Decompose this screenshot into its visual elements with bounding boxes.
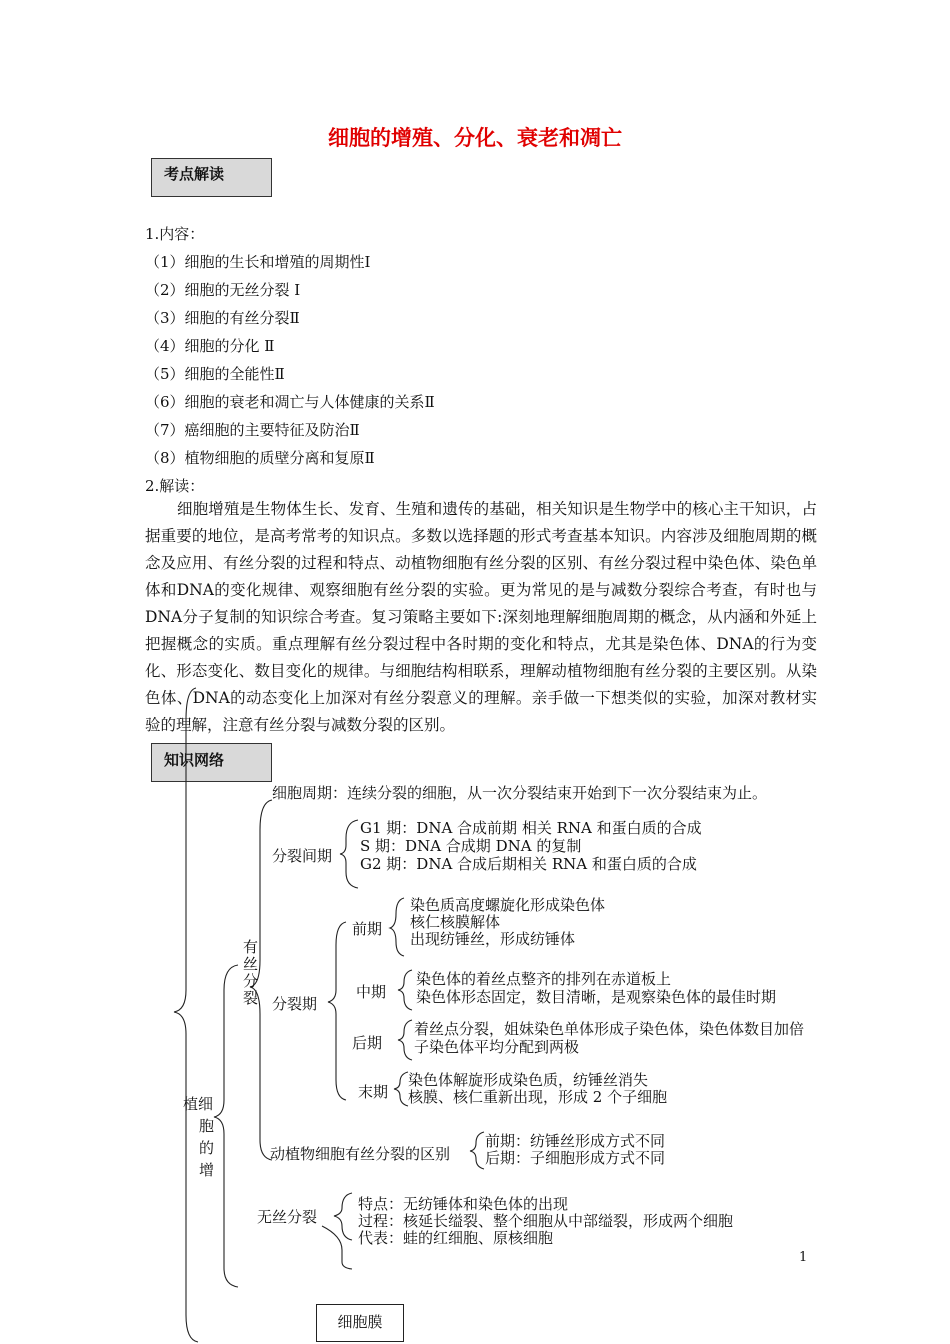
interpretation-paragraph: 细胞增殖是生物体生长、发育、生殖和遗传的基础，相关知识是生物学中的核心主干知识，占据重要的地位，是高考常考的知识点。多数以选择题的形式考查基本知识。内容涉及细胞周期的概念及应用、有丝分裂的过程和特点、动植物细胞有丝分裂的区别、有丝分裂过程中染色体、染色单体和DNA的变化规律、观察细胞有丝分裂的实验。更为常见的是与减数分裂综合考查，有时也与DNA分子复制的知识综合考查。复习策略主要如下:深刻地理解细胞周期的概念，从内涵和外延上把握概念的实质。重点理解有丝分裂过程中各时期的变化和特点，尤其是染色体、DNA的行为变化、形态变化、数目变化的规律。与细胞结构相联系，理解动植物细胞有丝分裂的主要区别。从染色体、DNA的动态变化上加深对有丝分裂意义的理解。亲手做一下想类似的实验，加深对教材实验的理解，注意有丝分裂与减数分裂的区别。 xyxy=(145,500,817,734)
proliferation-label-char: 胞 xyxy=(199,1117,215,1135)
proliferation-label-char: 植细 xyxy=(183,1095,214,1113)
anaphase-item: 着丝点分裂，姐妹染色单体形成子染色体，染色体数目加倍 xyxy=(414,1020,805,1038)
plant-animal-difference-label: 动植物细胞有丝分裂的区别 xyxy=(270,1145,451,1163)
interphase-item-g1: G1 期：DNA 合成前期 相关 RNA 和蛋白质的合成 xyxy=(360,819,702,837)
content-item: （6）细胞的衰老和凋亡与人体健康的关系Ⅱ xyxy=(145,393,435,411)
mitosis-label-char: 分 xyxy=(243,972,259,990)
cell-membrane-box: 细胞膜 xyxy=(316,1304,404,1342)
metaphase-item: 染色体的着丝点整齐的排列在赤道板上 xyxy=(416,970,672,988)
amitosis-item: 过程：核延长缢裂、整个细胞从中部缢裂，形成两个细胞 xyxy=(358,1212,734,1230)
content-heading: 1.内容： xyxy=(145,225,205,243)
content-item: （3）细胞的有丝分裂Ⅱ xyxy=(145,309,300,327)
content-item: （4）细胞的分化 Ⅱ xyxy=(145,337,275,355)
telophase-item: 染色体解旋形成染色质，纺锤丝消失 xyxy=(408,1071,649,1089)
amitosis-label: 无丝分裂 xyxy=(257,1208,318,1226)
section-header-knowledge-network: 知识网络 xyxy=(151,743,272,782)
content-item: （1）细胞的生长和增殖的周期性Ⅰ xyxy=(145,253,371,271)
telophase-item: 核膜、核仁重新出现，形成 2 个子细胞 xyxy=(408,1088,668,1106)
cell-cycle-definition: 细胞周期：连续分裂的细胞，从一次分裂结束开始到下一次分裂结束为止。 xyxy=(272,784,768,802)
interpretation-heading: 2.解读： xyxy=(145,477,205,495)
interphase-label: 分裂间期 xyxy=(272,847,333,865)
page-title: 细胞的增殖、分化、衰老和凋亡 xyxy=(328,125,622,150)
anaphase-item: 子染色体平均分配到两极 xyxy=(414,1038,580,1056)
difference-item: 前期：纺锤丝形成方式不同 xyxy=(485,1132,666,1150)
division-phase-label: 分裂期 xyxy=(272,995,318,1013)
content-item: （8）植物细胞的质壁分离和复原Ⅱ xyxy=(145,449,375,467)
prophase-label: 前期 xyxy=(352,920,383,938)
content-item: （5）细胞的全能性Ⅱ xyxy=(145,365,285,383)
mitosis-label-char: 裂 xyxy=(243,989,259,1007)
prophase-item: 核仁核膜解体 xyxy=(410,913,501,931)
page-number: 1 xyxy=(799,1250,808,1265)
metaphase-item: 染色体形态固定，数目清晰，是观察染色体的最佳时期 xyxy=(416,988,777,1006)
anaphase-label: 后期 xyxy=(352,1034,383,1052)
metaphase-label: 中期 xyxy=(356,983,387,1001)
telophase-label: 末期 xyxy=(358,1083,389,1101)
content-item: （2）细胞的无丝分裂 Ⅰ xyxy=(145,281,301,299)
mitosis-label-char: 有 xyxy=(243,938,259,956)
amitosis-item: 特点：无纺锤体和染色体的出现 xyxy=(358,1195,569,1213)
mitosis-label-char: 丝 xyxy=(243,955,259,973)
interphase-item-g2: G2 期：DNA 合成后期相关 RNA 和蛋白质的合成 xyxy=(360,855,697,873)
proliferation-label-char: 增 xyxy=(199,1161,215,1179)
section-header-exam-points: 考点解读 xyxy=(151,158,272,197)
interphase-item-s: S 期：DNA 合成期 DNA 的复制 xyxy=(360,837,582,855)
difference-item: 后期：子细胞形成方式不同 xyxy=(485,1149,666,1167)
content-item: （7）癌细胞的主要特征及防治Ⅱ xyxy=(145,421,360,439)
proliferation-label-char: 的 xyxy=(199,1139,215,1157)
prophase-item: 染色质高度螺旋化形成染色体 xyxy=(410,896,606,914)
prophase-item: 出现纺锤丝，形成纺锤体 xyxy=(410,930,576,948)
amitosis-item: 代表：蛙的红细胞、原核细胞 xyxy=(358,1229,554,1247)
